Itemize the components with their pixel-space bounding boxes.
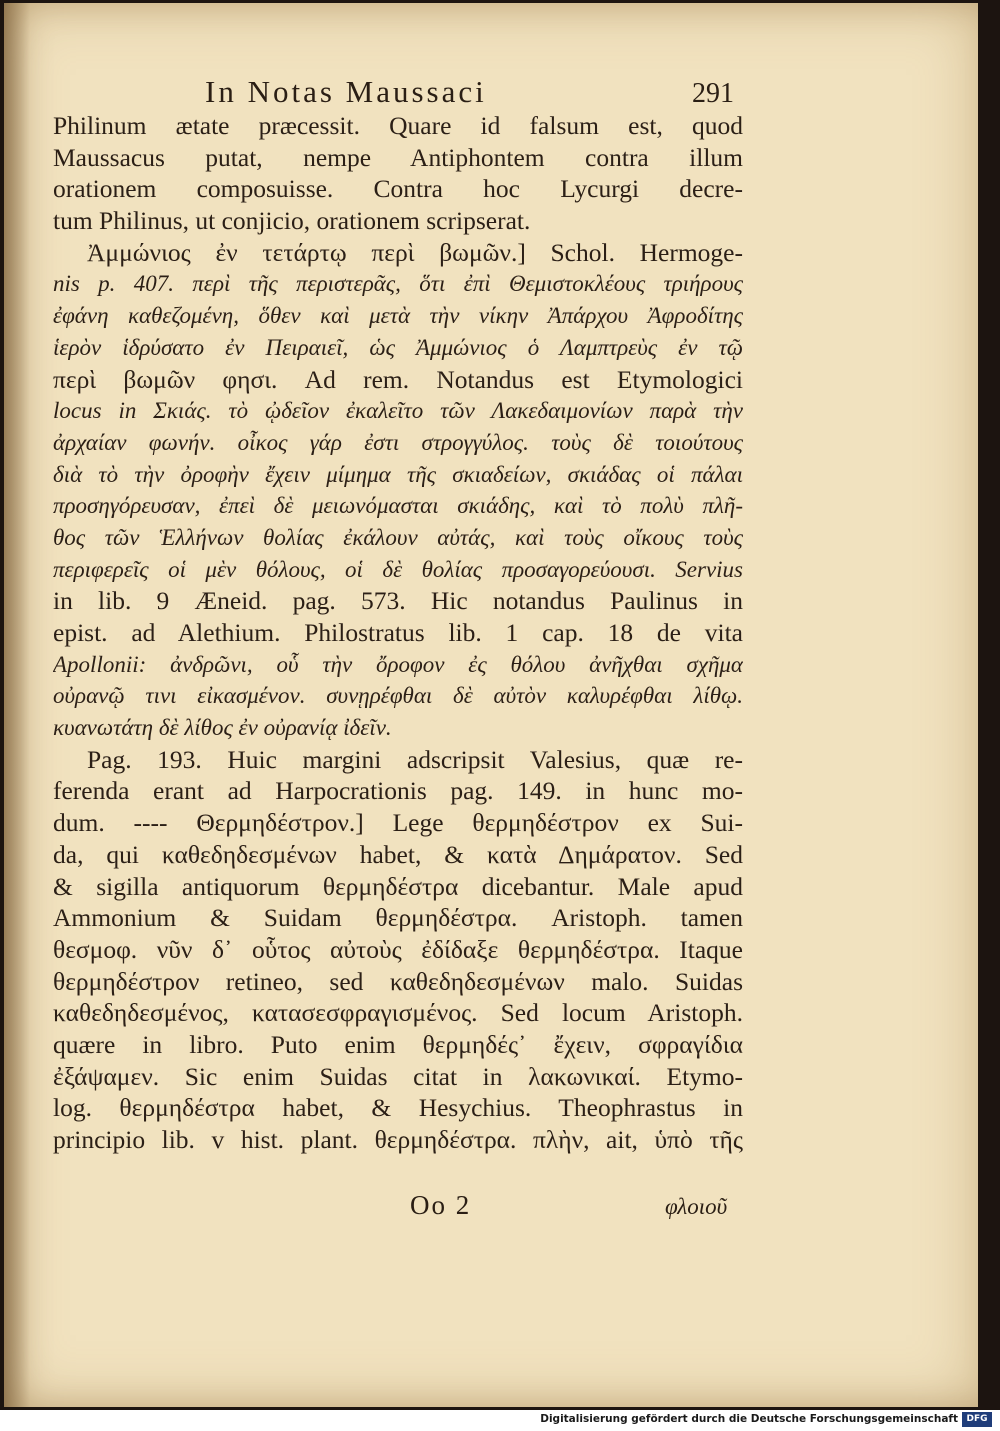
text-line: θος τῶν Ἑλλήνων θολίας ἐκάλουν αὐτάς, καὶ τοὺς οἴκους τοὺς	[53, 524, 743, 550]
text-line: ἐξάψαμεν. Sic enim Suidas citat in λακωνικαί. Etymo-	[53, 1061, 743, 1091]
text-line: Ammonium & Suidam θερμηδέστρα. Aristoph. tamen	[53, 903, 743, 933]
text-line: dum. ---- Θερμηδέστρον.] Lege θερμηδέστρον ex Sui-	[53, 808, 743, 838]
text-line: epist. ad Alethium. Philostratus lib. 1 cap. 18 de vita	[53, 618, 743, 647]
credit-bar	[0, 1410, 1000, 1431]
text-line: in lib. 9 Æneid. pag. 573. Hic notandus Paulinus in	[53, 586, 743, 616]
text-line: orationem composuisse. Contra hoc Lycurgi decre-	[53, 174, 743, 204]
text-line: κυανωτάτη δὲ λίθος ἐν οὐρανίᾳ ἰδεῖν.	[53, 715, 392, 741]
text-line: περὶ βωμῶν φησι. Ad rem. Notandus est Etymologici	[53, 364, 743, 394]
text-line: προσηγόρευσαν, ἐπεὶ δὲ μειωνόμασται σκιάδης, καὶ τὸ πολὺ πλῆ-	[53, 493, 743, 519]
text-line: Pag. 193. Huic margini adscripsit Valesius, quæ re-	[87, 744, 743, 774]
dfg-logo-icon: DFG	[962, 1412, 992, 1427]
funding-credit: Digitalisierung gefördert durch die Deutsche Forschungsgemeinschaft	[540, 1413, 958, 1425]
text-line: ἐφάνη καθεζομένη, ὅθεν καὶ μετὰ τὴν νίκην Ἀπάρχου Ἀφροδίτης	[53, 303, 743, 329]
text-line: da, qui καθεδηδεσμένων habet, & κατὰ Δημάρατον. Sed	[53, 839, 743, 869]
text-line: θεσμοφ. νῦν δ᾽ οὗτος αὐτοὺς ἐδίδαξε θερμηδέστρα. Itaque	[53, 934, 743, 964]
text-line: οὐρανῷ τινι εἰκασμένον. συνῃρέφθαι δὲ αὐτὸν καλυρέφθαι λίθῳ.	[53, 683, 743, 709]
text-line: locus in Σκιάς. τὸ ᾠδεῖον ἐκαλεῖτο τῶν Λακεδαιμονίων παρὰ τὴν	[53, 398, 743, 424]
text-line: Maussacus putat, nempe Antiphontem contra illum	[53, 142, 743, 172]
running-title: In Notas Maussaci	[205, 74, 487, 109]
text-line: nis p. 407. περὶ τῆς περιστερᾶς, ὅτι ἐπὶ Θεμιστοκλέους τριήρους	[53, 271, 743, 297]
text-line: περιφερεῖς οἱ μὲν θόλους, οἱ δὲ θολίας προσαγορεύουσι. Servius	[53, 556, 743, 582]
text-line: principio lib. v hist. plant. θερμηδέστρα. πλὴν, ait, ὑπὸ τῆς	[53, 1125, 743, 1154]
text-line: & sigilla antiquorum θερμηδέστρα dicebantur. Male apud	[53, 871, 743, 901]
text-line: Philinum ætate præcessit. Quare id falsum est, quod	[53, 111, 743, 140]
text-line: ferenda erant ad Harpocrationis pag. 149. in hunc mo-	[53, 776, 743, 806]
text-line: θερμηδέστρον retineo, sed καθεδηδεσμένων malo. Suidas	[53, 966, 743, 996]
text-line: tum Philinus, ut conjicio, orationem scripserat.	[53, 206, 531, 236]
text-line: quære in libro. Puto enim θερμηδές᾽ ἔχειν, σφραγίδια	[53, 1029, 743, 1059]
text-line: log. θερμηδέστρα habet, & Hesychius. Theophrastus in	[53, 1093, 743, 1123]
text-line: Ἀμμώνιος ἐν τετάρτῳ περὶ βωμῶν.] Schol. Hermoge-	[87, 237, 743, 267]
text-line: ἱερὸν ἱδρύσατο ἐν Πειραιεῖ, ὡς Ἀμμώνιος ὁ Λαμπτρεὺς ἐν τῷ	[53, 334, 743, 360]
page-header	[0, 74, 974, 114]
body-text	[53, 110, 743, 1156]
signature-mark: Oo 2	[410, 1190, 472, 1220]
text-line: ἀρχαίαν φωνήν. οἶκος γάρ ἐστι στρογγύλος. τοὺς δὲ τοιούτους	[53, 429, 743, 455]
page-number: 291	[692, 78, 734, 109]
catchword: φλοιοῦ	[665, 1194, 728, 1219]
text-line: Apollonii: ἀνδρῶνι, οὗ τὴν ὄροφον ἐς θόλου ἀνῆχθαι σχῆμα	[53, 651, 743, 677]
page-footer	[0, 1190, 974, 1230]
text-line: καθεδηδεσμένος, κατασεσφραγισμένος. Sed locum Aristoph.	[53, 998, 743, 1028]
text-line: διὰ τὸ τὴν ὀροφὴν ἔχειν μίμημα τῆς σκιαδείων, σκιάδας οἱ πάλαι	[53, 461, 743, 487]
